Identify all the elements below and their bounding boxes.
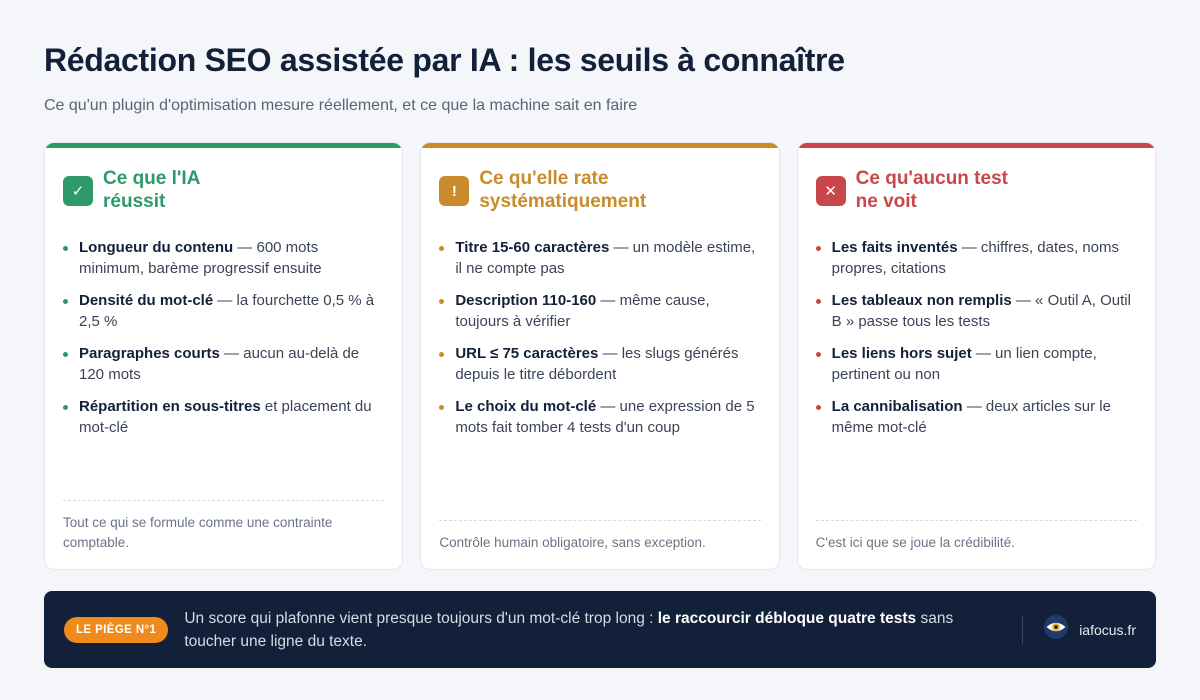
card-list (439, 237, 760, 438)
list-item (816, 237, 1133, 279)
item-strong: Les faits inventés (831, 239, 958, 256)
card-success (44, 142, 403, 570)
page-title: Rédaction SEO assistée par IA : les seuils à connaître (44, 42, 845, 78)
item-text: — même cause, toujours à vérifier (455, 292, 710, 330)
item-strong: URL ≤ 75 caractères (455, 345, 599, 362)
check-icon: ✓ (63, 176, 93, 206)
brand-name: iafocus.fr (1079, 621, 1136, 638)
list-item (63, 343, 380, 385)
card-footer: C'est ici que se joue la crédibilité. (816, 520, 1137, 553)
list-item (63, 290, 380, 332)
tip-banner (44, 591, 1156, 668)
card-title: Ce que l'IA réussit (103, 168, 201, 212)
cross-icon: ✕ (816, 176, 846, 206)
item-text: — la fourchette 0,5 % à 2,5 % (79, 292, 375, 330)
item-text: — « Outil A, Outil B » passe tous les tests (831, 292, 1131, 330)
banner-text (184, 607, 984, 653)
banner-text-after: sans toucher une ligne du texte. (184, 609, 954, 650)
card-list (816, 237, 1137, 438)
card-failure (420, 142, 779, 570)
card-header (439, 167, 760, 225)
eye-icon (1043, 614, 1069, 645)
item-strong: Titre 15-60 caractères (455, 239, 610, 256)
list-item (439, 343, 756, 385)
banner-divider (1022, 616, 1023, 644)
card-title: Ce qu'aucun test ne voit (855, 168, 1008, 212)
list-item (439, 396, 756, 438)
item-text: — les slugs générés depuis le titre débordent (455, 345, 739, 383)
list-item (63, 396, 380, 438)
item-text: — aucun au-delà de 120 mots (79, 345, 360, 383)
list-item (816, 290, 1133, 332)
item-text: — un modèle estime, il ne compte pas (455, 239, 756, 277)
brand[interactable] (1043, 614, 1136, 645)
trap-badge: LE PIÈGE N°1 (64, 617, 168, 643)
item-strong: La cannibalisation (831, 398, 963, 415)
item-strong: Description 110-160 (455, 292, 597, 309)
banner-text-strong: le raccourcir débloque quatre tests (657, 609, 917, 627)
item-strong: Longueur du contenu (79, 239, 234, 256)
card-header (63, 167, 384, 225)
card-title: Ce qu'elle rate systématiquement (479, 168, 647, 212)
item-strong: Densité du mot-clé (79, 292, 214, 309)
card-header (816, 167, 1137, 225)
list-item (439, 290, 756, 332)
page-subtitle: Ce qu'un plugin d'optimisation mesure réellement, et ce que la machine sait en faire (44, 97, 638, 114)
item-strong: Le choix du mot-clé (455, 398, 597, 415)
card-blindspot (797, 142, 1156, 570)
list-item (63, 237, 380, 279)
item-text: — chiffres, dates, noms propres, citations (831, 239, 1120, 277)
card-list (63, 237, 384, 438)
cards-row (44, 142, 1156, 570)
item-text: et placement du mot-clé (79, 398, 372, 436)
item-text: — un lien compte, pertinent ou non (831, 345, 1097, 383)
item-strong: Paragraphes courts (79, 345, 220, 362)
item-text: — 600 mots minimum, barème progressif ensuite (79, 239, 322, 277)
item-strong: Les liens hors sujet (831, 345, 972, 362)
list-item (439, 237, 756, 279)
item-strong: Les tableaux non remplis (831, 292, 1012, 309)
card-footer: Contrôle humain obligatoire, sans exception. (439, 520, 760, 553)
item-strong: Répartition en sous-titres (79, 398, 261, 415)
list-item (816, 343, 1133, 385)
list-item (816, 396, 1133, 438)
exclamation-icon: ! (439, 176, 469, 206)
card-footer: Tout ce qui se formule comme une contrainte comptable. (63, 500, 384, 553)
banner-text-before: Un score qui plafonne vient presque toujours d'un mot-clé trop long : (184, 609, 658, 627)
item-text: — une expression de 5 mots fait tomber 4 tests d'un coup (455, 398, 755, 436)
item-text: — deux articles sur le même mot-clé (831, 398, 1111, 436)
